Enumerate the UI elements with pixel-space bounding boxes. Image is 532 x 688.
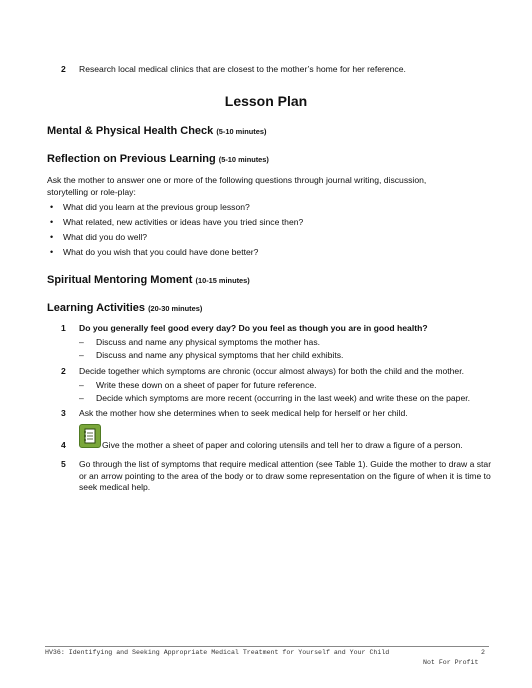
reflection-intro: Ask the mother to answer one or more of the following questions through journal writing, discussion, storytelling or role-play:: [47, 175, 427, 197]
heading-health-check-duration: (5-10 minutes): [216, 127, 267, 136]
activity-number-1: 1: [61, 323, 66, 333]
intro-item-number: 2: [61, 64, 66, 74]
heading-activities-duration: (20-30 minutes): [148, 304, 203, 313]
intro-item-text: Research local medical clinics that are closest to the mother’s home for her reference.: [79, 64, 406, 74]
list-item: – Write these down on a sheet of paper for future reference.: [79, 379, 499, 392]
list-item: • What did you do well?: [47, 230, 467, 245]
activity-text-3: Ask the mother how she determines when to seek medical help for herself or her child.: [79, 408, 408, 418]
activity-2-subitems: [79, 379, 499, 404]
footer-title: HV36: Identifying and Seeking Appropriate Medical Treatment for Yourself and Your Child: [45, 649, 390, 656]
activity-number-5: 5: [61, 459, 66, 469]
list-item: – Discuss and name any physical symptoms that her child exhibits.: [79, 349, 489, 362]
heading-health-check-text: Mental & Physical Health Check: [47, 125, 214, 137]
activity-text-1: Do you generally feel good every day? Do you feel as though you are in good health?: [79, 323, 428, 333]
activity-number-4: 4: [61, 440, 66, 450]
heading-mentoring-duration: (10-15 minutes): [195, 276, 250, 285]
list-item: • What do you wish that you could have done better?: [47, 245, 467, 260]
heading-reflection-duration: (5-10 minutes): [218, 155, 269, 164]
list-item: • What did you learn at the previous group lesson?: [47, 200, 467, 215]
footer-note: Not For Profit: [423, 659, 479, 666]
heading-reflection-text: Reflection on Previous Learning: [47, 153, 216, 165]
activity-text-5: Go through the list of symptoms that require medical attention (see Table 1). Guide the mother to draw a star or an arrow pointing to the area of the body or to draw some representation on the figure of when it is time to seek medical help.: [79, 459, 492, 493]
list-item: – Discuss and name any physical symptoms the mother has.: [79, 336, 489, 349]
heading-health-check: [47, 125, 266, 137]
heading-reflection: [47, 153, 269, 165]
activity-number-3: 3: [61, 408, 66, 418]
heading-activities-text: Learning Activities: [47, 302, 146, 314]
list-item: • What related, new activities or ideas have you tried since then?: [47, 215, 467, 230]
notebook-icon: [79, 424, 101, 448]
list-item: – Decide which symptoms are more recent (occurring in the last week) and write these on the paper.: [79, 392, 499, 405]
activity-1-subitems: [79, 336, 489, 361]
footer-page-number: 2: [481, 649, 485, 656]
reflection-bullets: [47, 200, 467, 260]
heading-mentoring-text: Spiritual Mentoring Moment: [47, 274, 193, 286]
page-title: Lesson Plan: [224, 93, 308, 109]
activity-number-2: 2: [61, 366, 66, 376]
heading-activities: [47, 302, 202, 314]
footer-divider: [45, 646, 489, 647]
activity-text-4: Give the mother a sheet of paper and coloring utensils and tell her to draw a figure of a person.: [102, 440, 463, 450]
activity-text-2: Decide together which symptoms are chronic (occur almost always) for both the child and the mother.: [79, 366, 464, 376]
heading-mentoring: [47, 274, 250, 286]
